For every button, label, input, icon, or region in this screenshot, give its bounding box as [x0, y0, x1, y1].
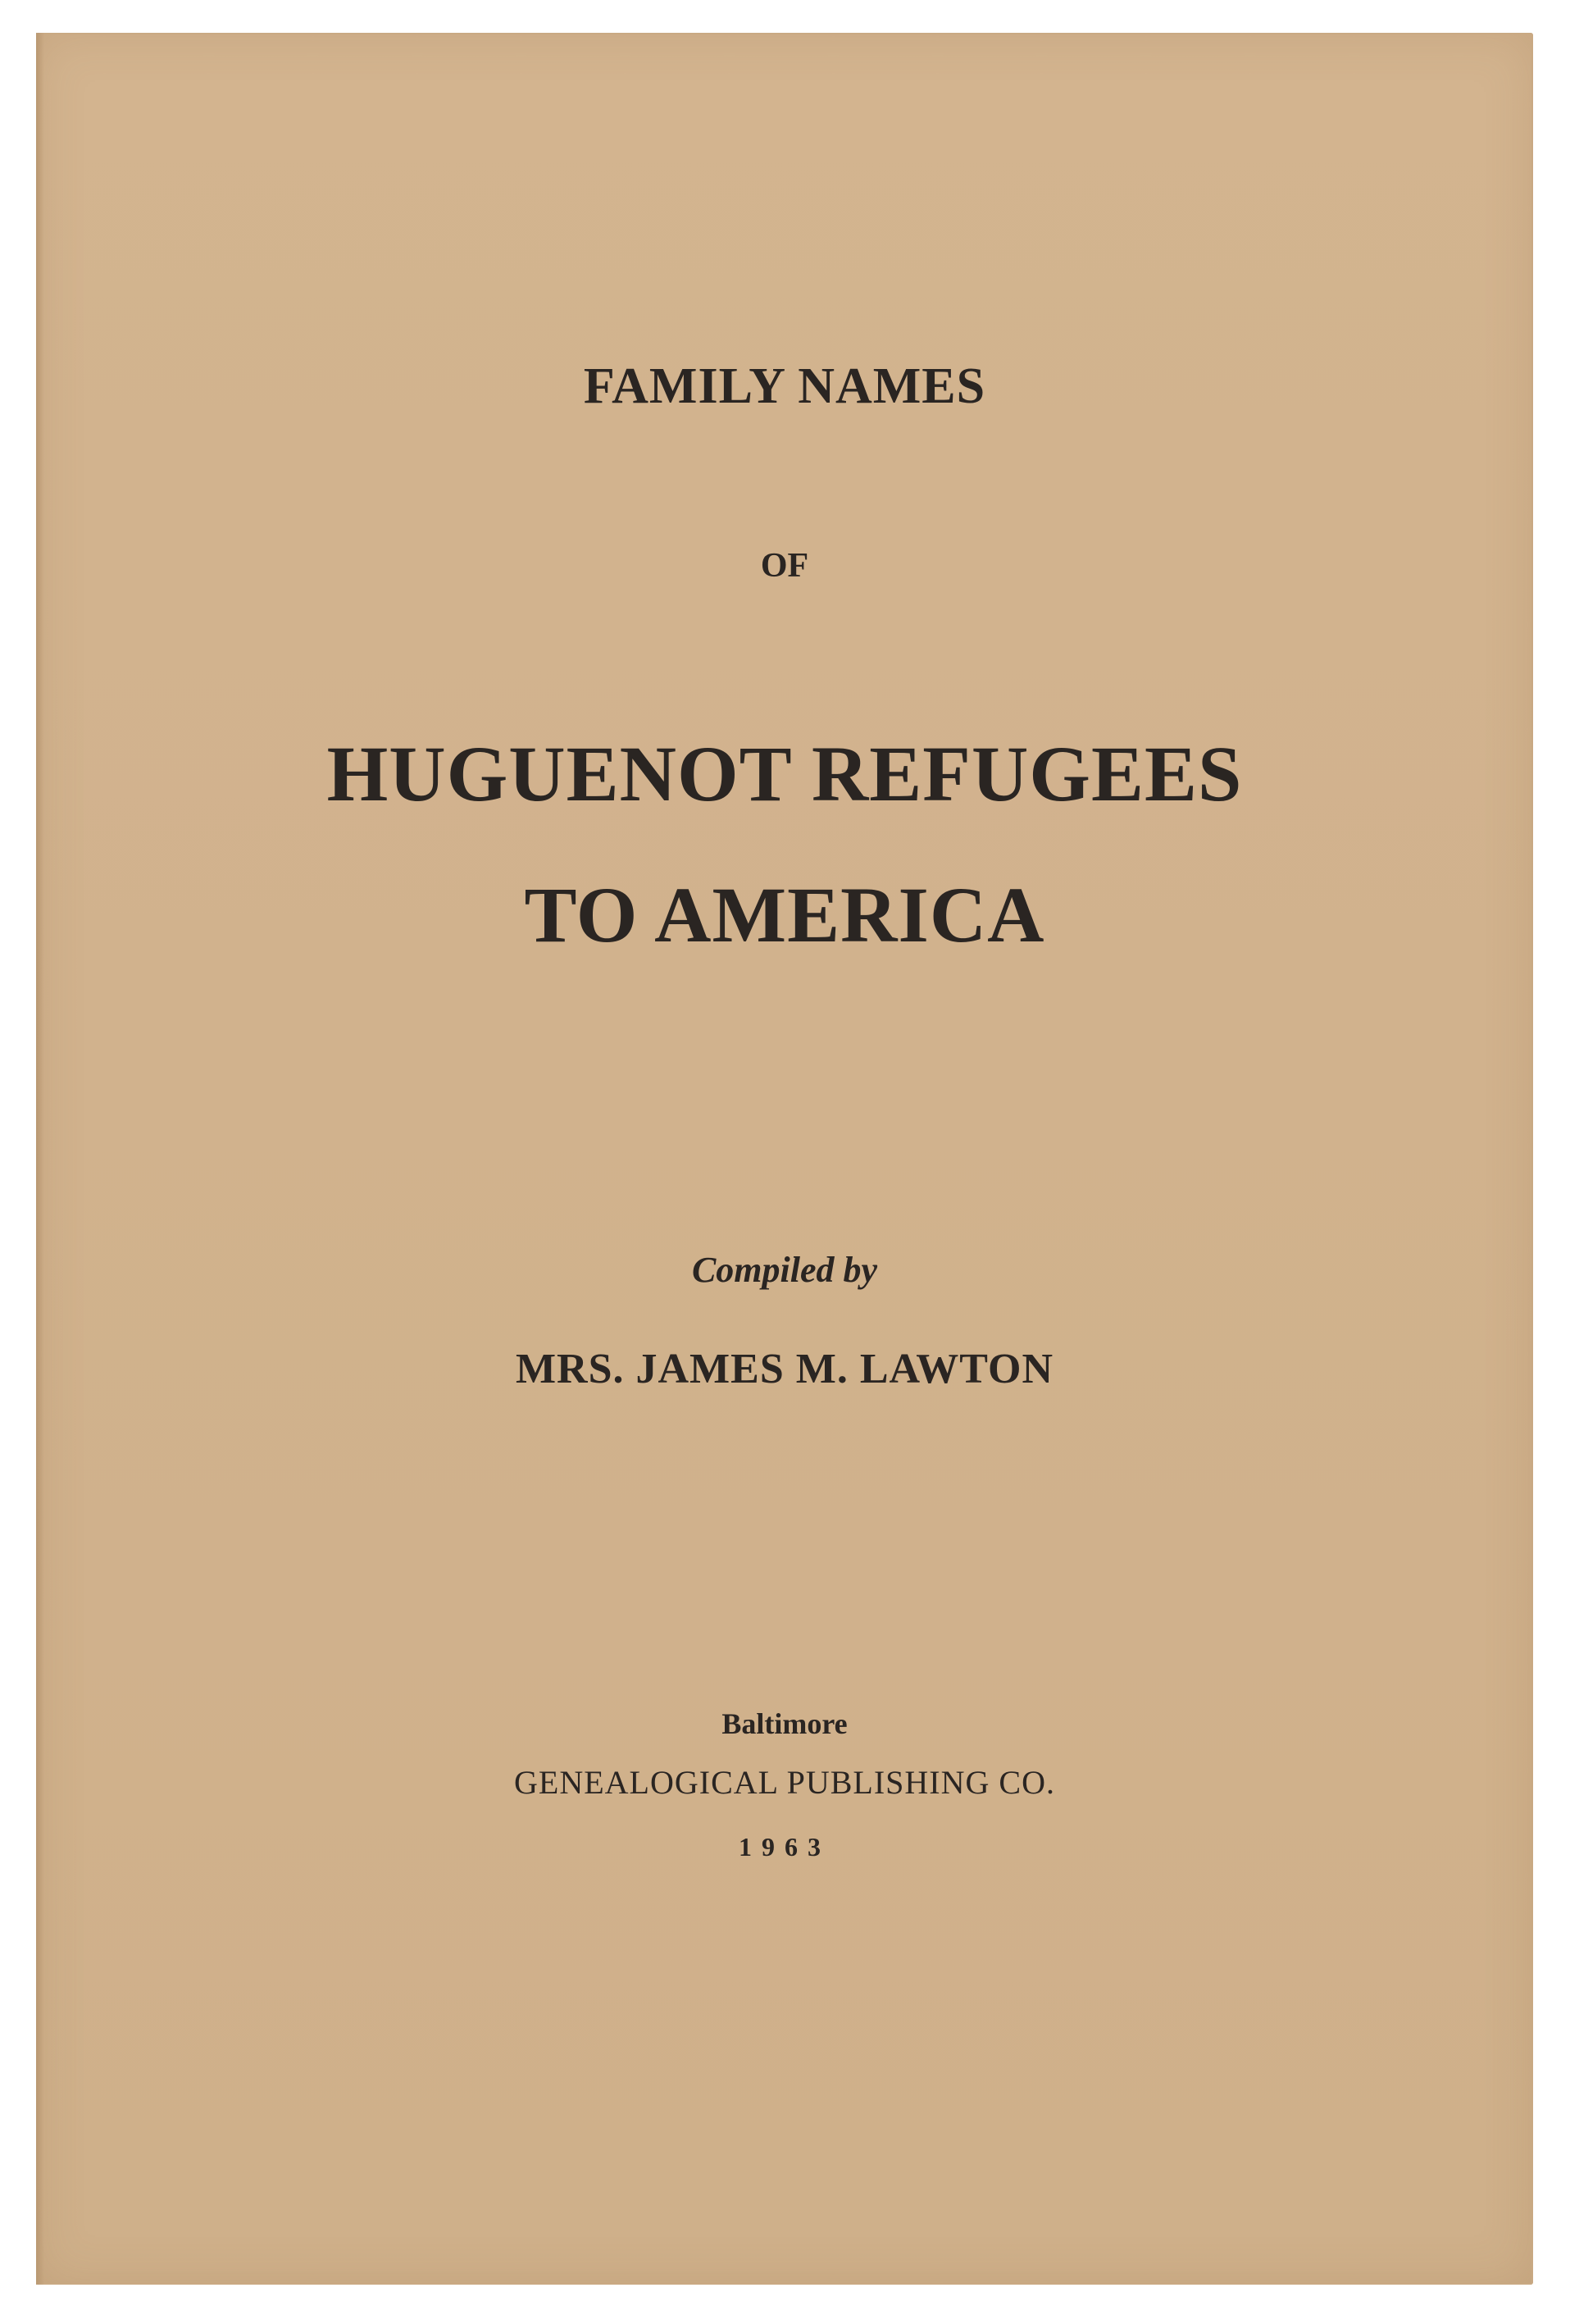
publication-year: 1963	[739, 1832, 831, 1861]
title-line-to-america: TO AMERICA	[524, 871, 1045, 959]
compiled-by-label: Compiled by	[691, 1250, 878, 1290]
publication-city: Baltimore	[721, 1707, 848, 1740]
title-line-family-names: FAMILY NAMES	[583, 358, 986, 414]
author-name: MRS. JAMES M. LAWTON	[515, 1346, 1054, 1392]
title-line-huguenot-refugees: HUGUENOT REFUGEES	[326, 730, 1243, 818]
title-line-of: OF	[760, 547, 809, 585]
publisher-name: GENEALOGICAL PUBLISHING CO.	[514, 1764, 1055, 1801]
